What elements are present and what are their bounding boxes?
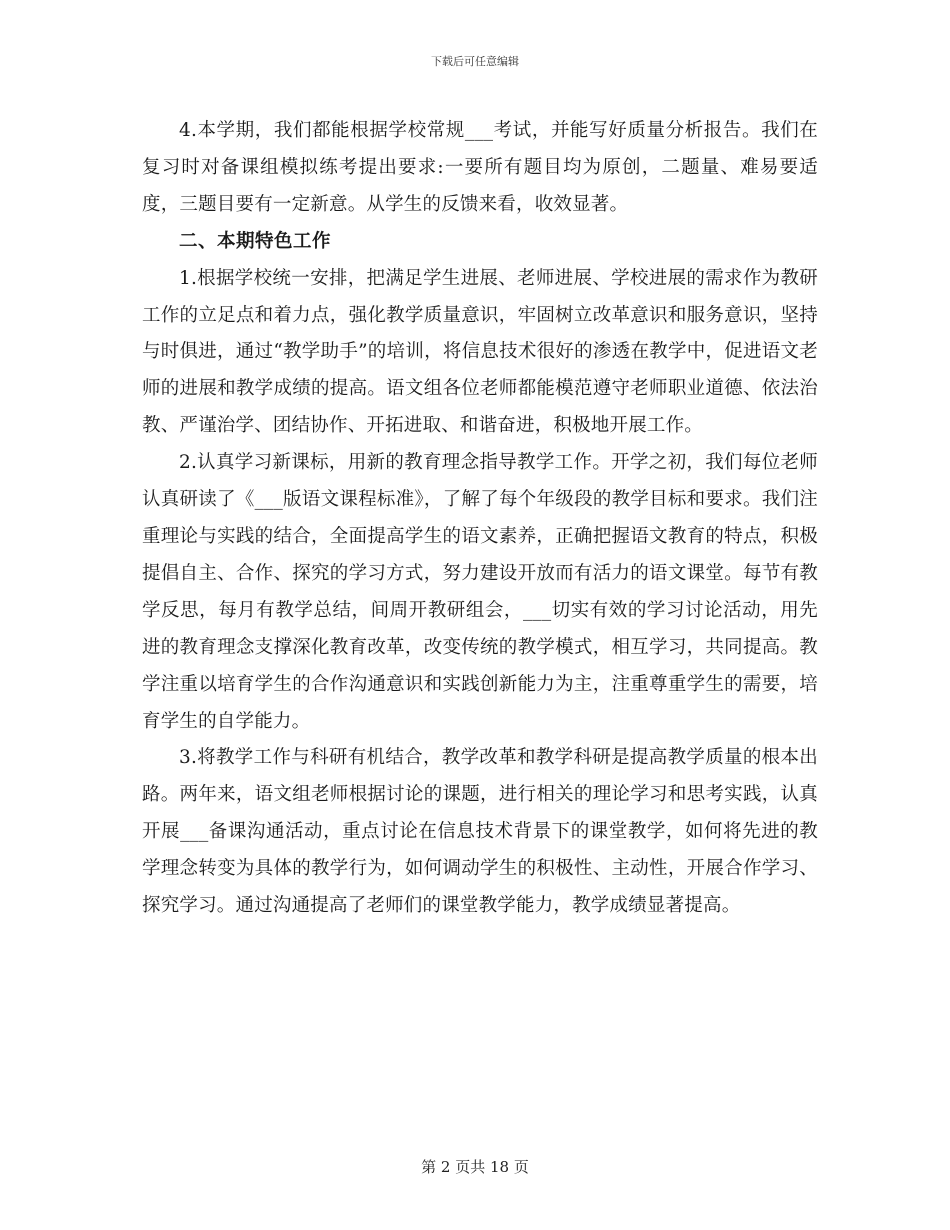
paragraph-exam: 4.本学期，我们都能根据学校常规___考试，并能写好质量分析报告。我们在复习时对备课组模拟练考提出要求:一要所有题目均为原创，二题量、难易要适度，三题目要有一定新意。从学生的反馈来看，收效显著。 (142, 120, 818, 215)
paragraph-curriculum: 2.认真学习新课标，用新的教育理念指导教学工作。开学之初，我们每位老师认真研读了《___版语文课程标准》，了解了每个年级段的教学目标和要求。我们注重理论与实践的结合，全面提高学生的语文素养，正确把握语文教育的特点，积极提倡自主、合作、探究的学习方式，努力建设开放而有活力的语文课堂。每节有教学反思，每月有教学总结，间周开教研组会，___切实有效的学习讨论活动，用先进的教育理念支撑深化教育改革，改变传统的教学模式，相互学习，共同提高。教学注重以培育学生的合作沟通意识和实践创新能力为主，注重尊重学生的需要，培育学生的自学能力。 (142, 452, 818, 732)
section-heading: 二、本期特色工作 (179, 230, 332, 252)
paragraph-teaching-research: 1.根据学校统一安排，把满足学生进展、老师进展、学校进展的需求作为教研工作的立足点和着力点，强化教学质量意识，牢固树立改革意识和服务意识，坚持与时俱进，通过“教学助手”的培训，将信息技术很好的渗透在教学中，促进语文老师的进展和教学成绩的提高。语文组各位老师都能模范遵守老师职业道德、依法治教、严谨治学、团结协作、开拓进取、和谐奋进，积极地开展工作。 (142, 267, 818, 437)
page-number: 第 2 页共 18 页 (421, 1158, 529, 1176)
paragraph-research-integration: 3.将教学工作与科研有机结合，教学改革和教学科研是提高教学质量的根本出路。两年来，语文组老师根据讨论的课题，进行相关的理论学习和思考实践，认真开展___备课沟通活动，重点讨论在信息技术背景下的课堂教学，如何将先进的教学理念转变为具体的教学行为，如何调动学生的积极性、主动性，开展合作学习、探究学习。通过沟通提高了老师们的课堂教学能力，教学成绩显著提高。 (142, 747, 818, 917)
page-header: 下载后可任意编辑 (431, 55, 519, 68)
document-body (142, 113, 818, 925)
